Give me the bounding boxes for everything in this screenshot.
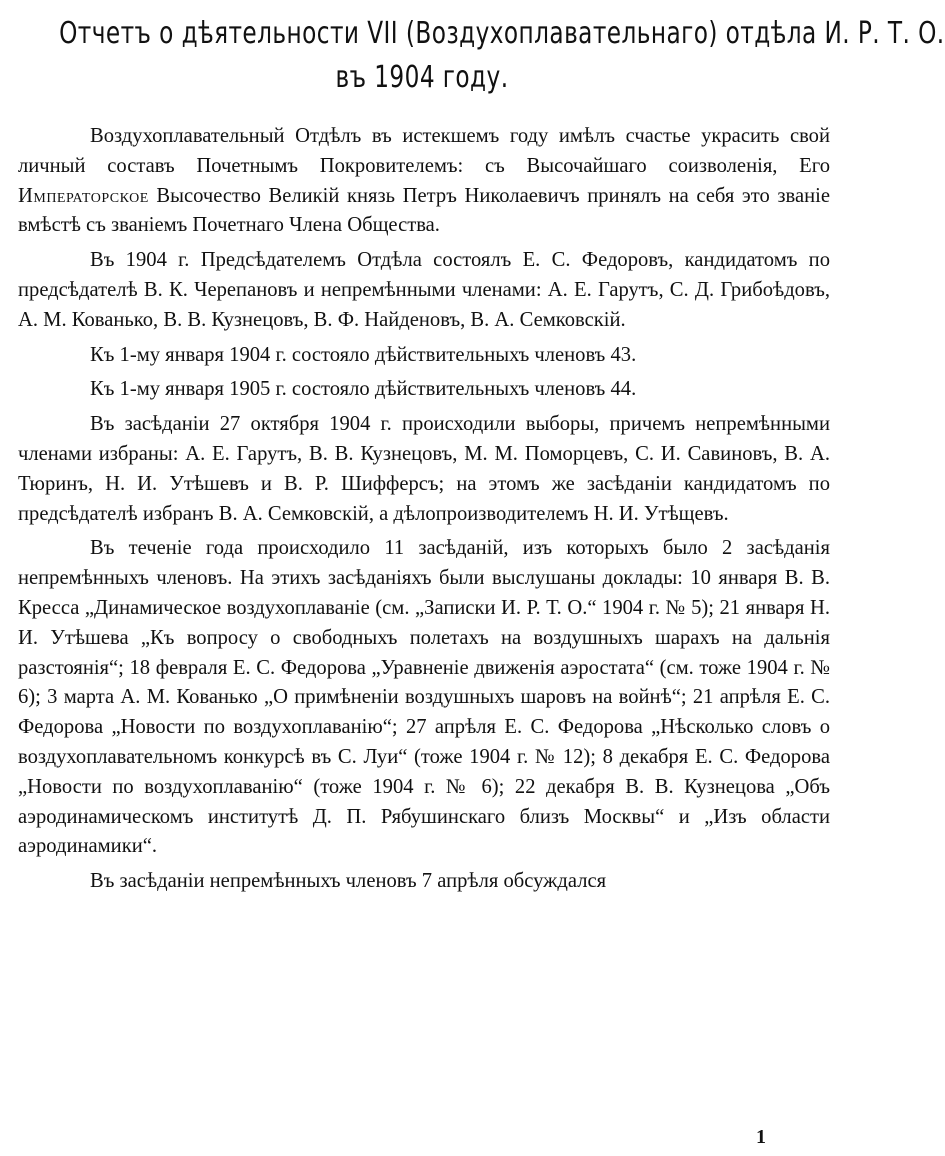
title-line-1: Отчетъ о дѣятельности VII (Воздухоплавательнаго) отдѣла И. Р. Т. О.: [59, 16, 945, 51]
report-title: [59, 12, 945, 100]
paragraph-patron-start: Воздухоплавательный Отдѣлъ въ истекшемъ году имѣлъ счастье украсить свой личный составъ Почетнымъ Покровителемъ: съ Высочайшаго соизволенія, Его: [18, 125, 830, 177]
page-number: 1: [756, 1126, 766, 1148]
paragraph-patron-end: Высочество Великій князь Петръ Николаевичъ принялъ на себя это званіе вмѣстѣ съ званіемъ Почетнаго Члена Общества.: [18, 184, 830, 237]
imperial-title: Императорское: [18, 184, 149, 207]
paragraph-members-1904: Къ 1-му января 1904 г. состояло дѣйствительныхъ членовъ 43.: [90, 343, 637, 366]
paragraph-continued: Въ засѣданіи непремѣнныхъ членовъ 7 апрѣля обсуждался: [90, 870, 607, 893]
title-line-2: въ 1904 году.: [335, 60, 509, 95]
paragraph-elections: Въ засѣданіи 27 октября 1904 г. происходили выборы, причемъ непремѣнными членами избраны: А. Е. Гарутъ, В. В. Кузнецовъ, М. М. Поморцевъ, С. И. Савиновъ, В. А. Тюринъ, Н. И. Утѣшевъ и В. Р. Шифферсъ; на этомъ же засѣданіи кандидатомъ по предсѣдателѣ избранъ В. А. Семковскій, а дѣлопроизводителемъ Н. И. Утѣщевъ.: [18, 413, 830, 525]
paragraph-members-1905: Къ 1-му января 1905 г. состояло дѣйствительныхъ членовъ 44.: [90, 378, 637, 401]
paragraph-patron: [18, 122, 830, 241]
report-body: [18, 122, 830, 902]
paragraph-meetings: Въ теченіе года происходило 11 засѣданій, изъ которыхъ было 2 засѣданія непремѣнныхъ членовъ. На этихъ засѣданіяхъ были выслушаны доклады: 10 января В. В. Кресса „Динамическое воздухоплаваніе (см. „Записки И. Р. Т. О.“ 1904 г. № 5); 21 января Н. И. Утѣшева „Къ вопросу о свободныхъ полетахъ на воздушныхъ шарахъ на дальнія разстоянія“; 18 февраля Е. С. Федорова „Уравненіе движенія аэростата“ (см. тоже 1904 г. № 6); 3 марта А. М. Кованько „О примѣненіи воздушныхъ шаровъ на войнѣ“; 21 апрѣля Е. С. Федорова „Новости по воздухоплаванію“; 27 апрѣля Е. С. Федорова „Нѣсколько словъ о воздухоплавательномъ конкурсѣ въ С. Луи“ (тоже 1904 г. № 12); 8 декабря Е. С. Федорова „Новости по воздухоплаванію“ (тоже 1904 г. № 6); 22 декабря В. В. Кузнецова „Объ аэродинамическомъ институтѣ Д. П. Рябушинскаго близъ Москвы“ и „Изъ области аэродинамики“.: [18, 537, 830, 858]
paragraph-officers: Въ 1904 г. Предсѣдателемъ Отдѣла состоялъ Е. С. Федоровъ, кандидатомъ по предсѣдателѣ В. К. Черепановъ и непремѣнными членами: А. Е. Гарутъ, С. Д. Грибоѣдовъ, А. М. Кованько, В. В. Кузнецовъ, В. Ф. Найденовъ, В. А. Семковскій.: [18, 249, 830, 331]
